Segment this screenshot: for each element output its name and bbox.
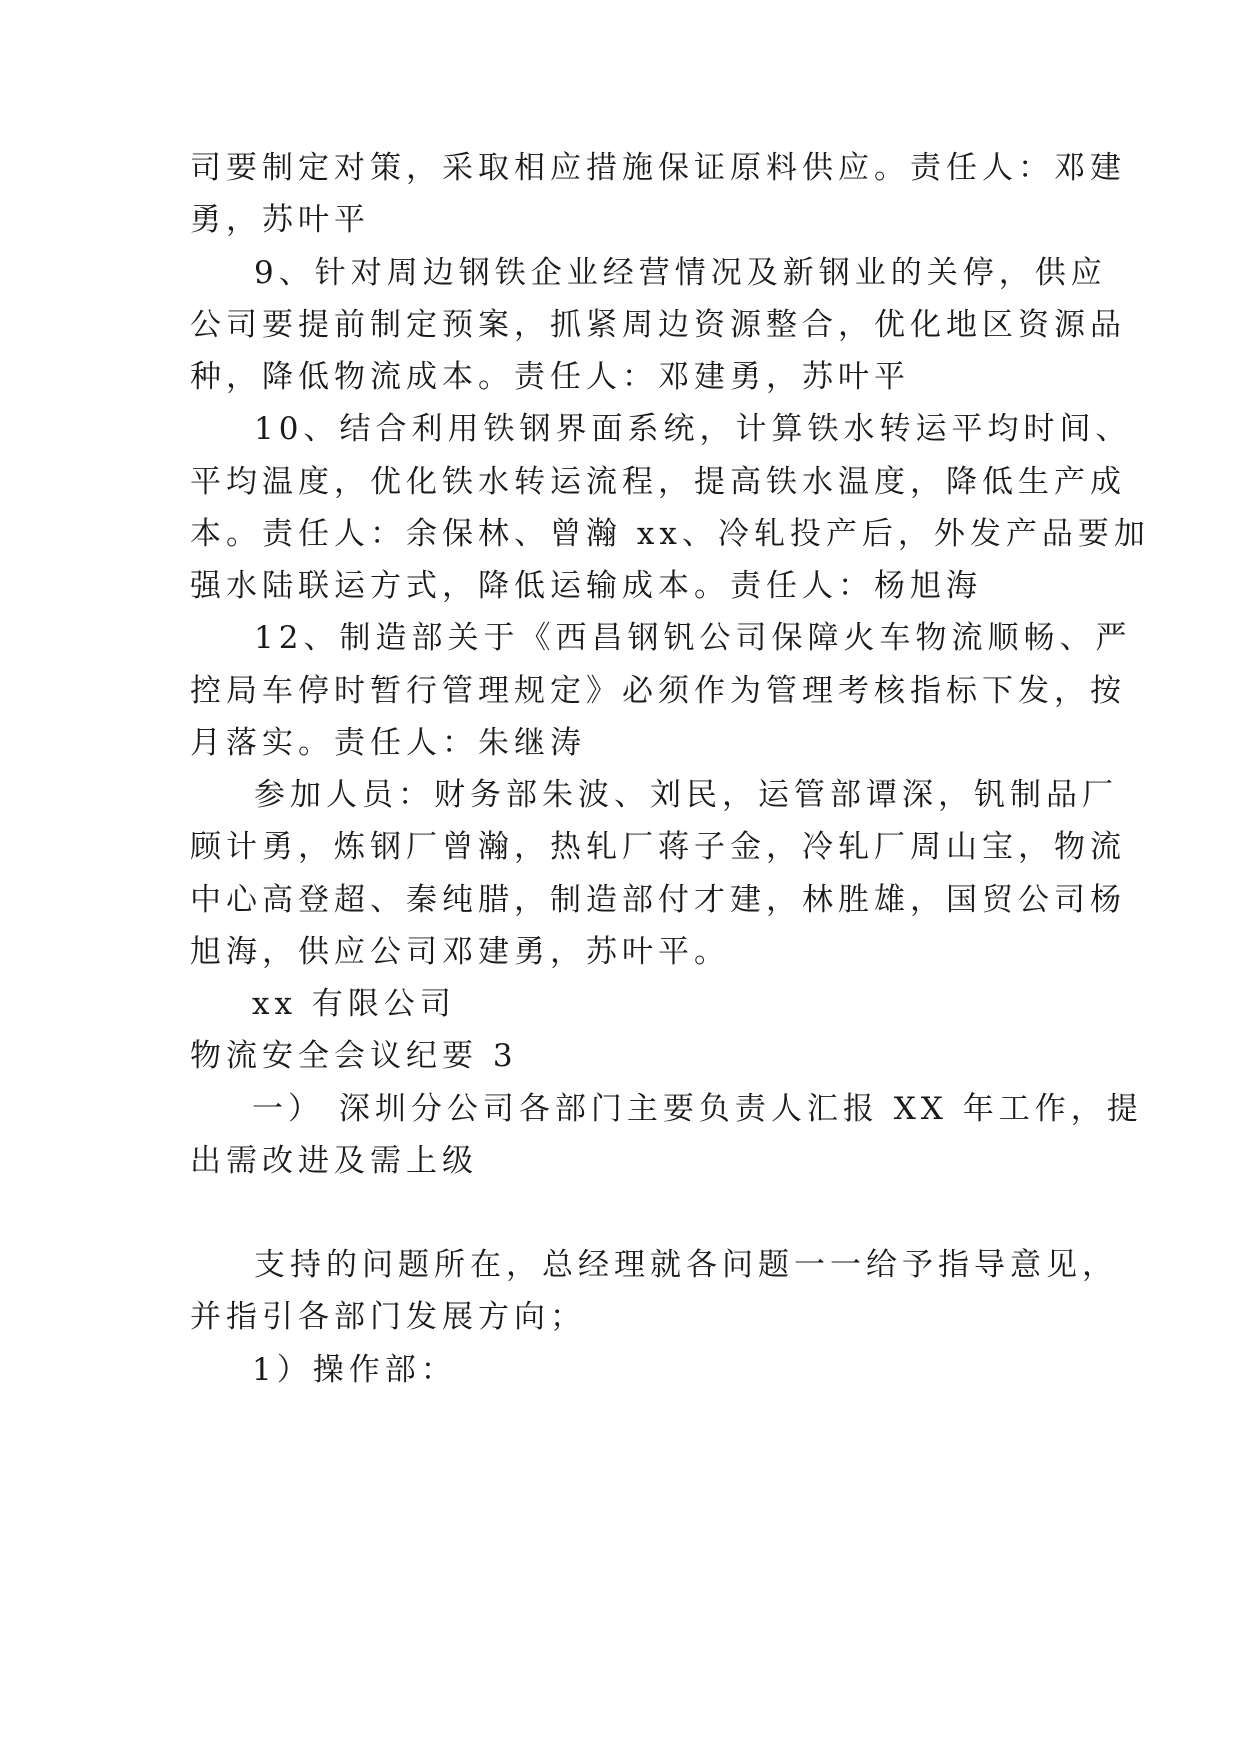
text-line: 司要制定对策，采取相应措施保证原料供应。责任人：邓建 (190, 150, 1126, 186)
text-line: 平均温度，优化铁水转运流程，提高铁水温度，降低生产成 (190, 464, 1126, 500)
text-line: 控局车停时暂行管理规定》必须作为管理考核指标下发，按 (190, 673, 1126, 709)
company-signature: xx 有限公司 (252, 986, 456, 1022)
text-line: 月落实。责任人：朱继涛 (190, 725, 586, 761)
paragraph-12-start: 12、制造部关于《西昌钢钒公司保障火车物流顺畅、严 (254, 620, 1132, 656)
paragraph-10-start: 10、结合利用铁钢界面系统，计算铁水转运平均时间、 (254, 411, 1132, 447)
section-title: 物流安全会议纪要 3 (190, 1038, 518, 1074)
text-line: 公司要提前制定预案，抓紧周边资源整合，优化地区资源品 (190, 307, 1126, 343)
document-page (190, 0, 1150, 1754)
text-line: 种，降低物流成本。责任人：邓建勇，苏叶平 (190, 359, 910, 395)
text-line: 强水陆联运方式，降低运输成本。责任人：杨旭海 (190, 568, 982, 604)
text-line: 勇，苏叶平 (190, 202, 370, 238)
text-line: 中心高登超、秦纯腊，制造部付才建，林胜雄，国贸公司杨 (190, 882, 1126, 918)
paragraph-start: 支持的问题所在，总经理就各问题一一给予指导意见， (254, 1247, 1118, 1283)
paragraph-9-start: 9、针对周边钢铁企业经营情况及新钢业的关停，供应 (254, 255, 1107, 291)
text-line: 本。责任人：余保林、曾瀚 xx、冷轧投产后，外发产品要加 (190, 516, 1150, 552)
subsection-heading: 1）操作部： (252, 1352, 457, 1388)
text-line: 并指引各部门发展方向； (190, 1299, 586, 1335)
text-line: 出需改进及需上级 (190, 1143, 478, 1179)
text-line: 旭海，供应公司邓建勇，苏叶平。 (190, 934, 730, 970)
text-line: 顾计勇，炼钢厂曾瀚，热轧厂蒋子金，冷轧厂周山宝，物流 (190, 829, 1126, 865)
attendees-start: 参加人员：财务部朱波、刘民，运管部谭深，钒制品厂 (254, 777, 1118, 813)
item-1-start: 一） 深圳分公司各部门主要负责人汇报 XX 年工作，提 (252, 1091, 1143, 1127)
